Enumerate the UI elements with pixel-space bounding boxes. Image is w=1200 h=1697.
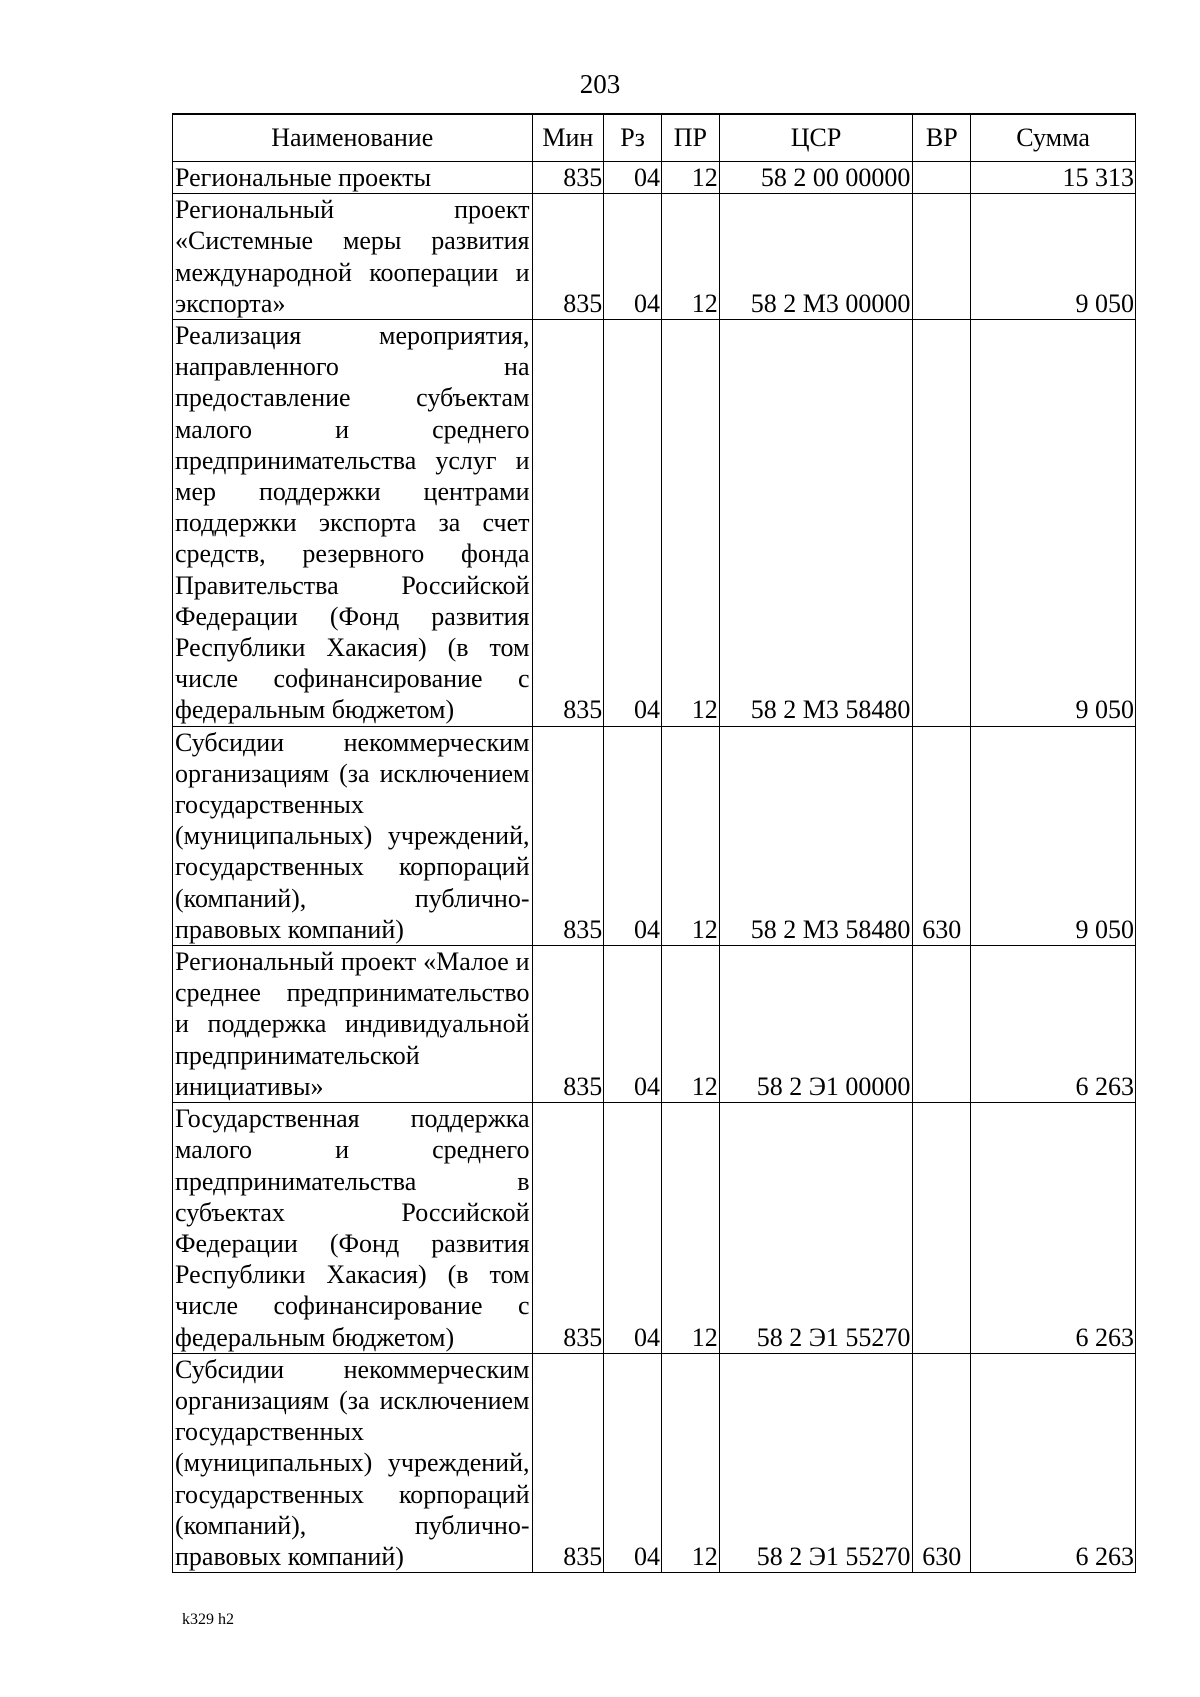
row-rz: 04 — [604, 946, 662, 1103]
table-row — [173, 726, 1136, 945]
row-rz: 04 — [604, 1353, 662, 1572]
row-pr: 12 — [661, 162, 719, 194]
row-pr: 12 — [661, 726, 719, 945]
row-vr — [913, 946, 971, 1103]
row-min: 835 — [532, 726, 604, 945]
header-csr: ЦСР — [719, 114, 913, 162]
row-sum: 15 313 — [971, 162, 1136, 194]
row-vr — [913, 194, 971, 320]
header-sum: Сумма — [971, 114, 1136, 162]
row-pr: 12 — [661, 946, 719, 1103]
row-csr: 58 2 00 00000 — [719, 162, 913, 194]
row-min: 835 — [532, 320, 604, 727]
table-row — [173, 1353, 1136, 1572]
row-vr — [913, 162, 971, 194]
row-pr: 12 — [661, 1353, 719, 1572]
row-vr — [913, 320, 971, 727]
row-vr: 630 — [913, 1353, 971, 1572]
table-row — [173, 320, 1136, 727]
row-min: 835 — [532, 194, 604, 320]
row-name: Субсидии некоммерческим организациям (за исключением государственных (муниципальных) учреждений, государственных корпораций (компаний), публично-правовых компаний) — [173, 1353, 533, 1572]
row-csr: 58 2 Э1 55270 — [719, 1353, 913, 1572]
row-sum: 9 050 — [971, 320, 1136, 727]
row-vr: 630 — [913, 726, 971, 945]
row-min: 835 — [532, 946, 604, 1103]
row-name: Субсидии некоммерческим организациям (за исключением государственных (муниципальных) учреждений, государственных корпораций (компаний), публично-правовых компаний) — [173, 726, 533, 945]
row-name: Региональный проект «Системные меры развития международной кооперации и экспорта» — [173, 194, 533, 320]
header-name: Наименование — [173, 114, 533, 162]
row-name: Региональный проект «Малое и среднее предпринимательство и поддержка индивидуальной предпринимательской инициативы» — [173, 946, 533, 1103]
row-name: Государственная поддержка малого и среднего предпринимательства в субъектах Российской Федерации (Фонд развития Республики Хакасия) (в том числе софинансирование с федеральным бюджетом) — [173, 1103, 533, 1354]
row-pr: 12 — [661, 320, 719, 727]
table-row — [173, 1103, 1136, 1354]
table-row — [173, 946, 1136, 1103]
row-rz: 04 — [604, 1103, 662, 1354]
row-pr: 12 — [661, 194, 719, 320]
row-sum: 6 263 — [971, 946, 1136, 1103]
row-rz: 04 — [604, 162, 662, 194]
row-sum: 6 263 — [971, 1103, 1136, 1354]
row-csr: 58 2 М3 00000 — [719, 194, 913, 320]
row-min: 835 — [532, 162, 604, 194]
table-row — [173, 162, 1136, 194]
row-pr: 12 — [661, 1103, 719, 1354]
row-min: 835 — [532, 1353, 604, 1572]
row-csr: 58 2 М3 58480 — [719, 726, 913, 945]
row-sum: 9 050 — [971, 726, 1136, 945]
header-vr: ВР — [913, 114, 971, 162]
budget-table — [172, 113, 1136, 1573]
row-min: 835 — [532, 1103, 604, 1354]
row-name: Реализация мероприятия, направленного на предоставление субъектам малого и среднего предпринимательства услуг и мер поддержки центрами поддержки экспорта за счет средств, резервного фонда Правительства Российской Федерации (Фонд развития Республики Хакасия) (в том числе софинансирование с федеральным бюджетом) — [173, 320, 533, 727]
row-name: Региональные проекты — [173, 162, 533, 194]
header-pr: ПР — [661, 114, 719, 162]
page-number: 203 — [579, 69, 621, 99]
row-rz: 04 — [604, 194, 662, 320]
document-footer-code: k329 h2 — [182, 1611, 234, 1628]
row-rz: 04 — [604, 320, 662, 727]
table-row — [173, 194, 1136, 320]
row-sum: 9 050 — [971, 194, 1136, 320]
header-rz: Рз — [604, 114, 662, 162]
header-min: Мин — [532, 114, 604, 162]
row-csr: 58 2 Э1 00000 — [719, 946, 913, 1103]
row-csr: 58 2 М3 58480 — [719, 320, 913, 727]
table-header-row — [173, 114, 1136, 162]
row-rz: 04 — [604, 726, 662, 945]
row-vr — [913, 1103, 971, 1354]
row-csr: 58 2 Э1 55270 — [719, 1103, 913, 1354]
row-sum: 6 263 — [971, 1353, 1136, 1572]
